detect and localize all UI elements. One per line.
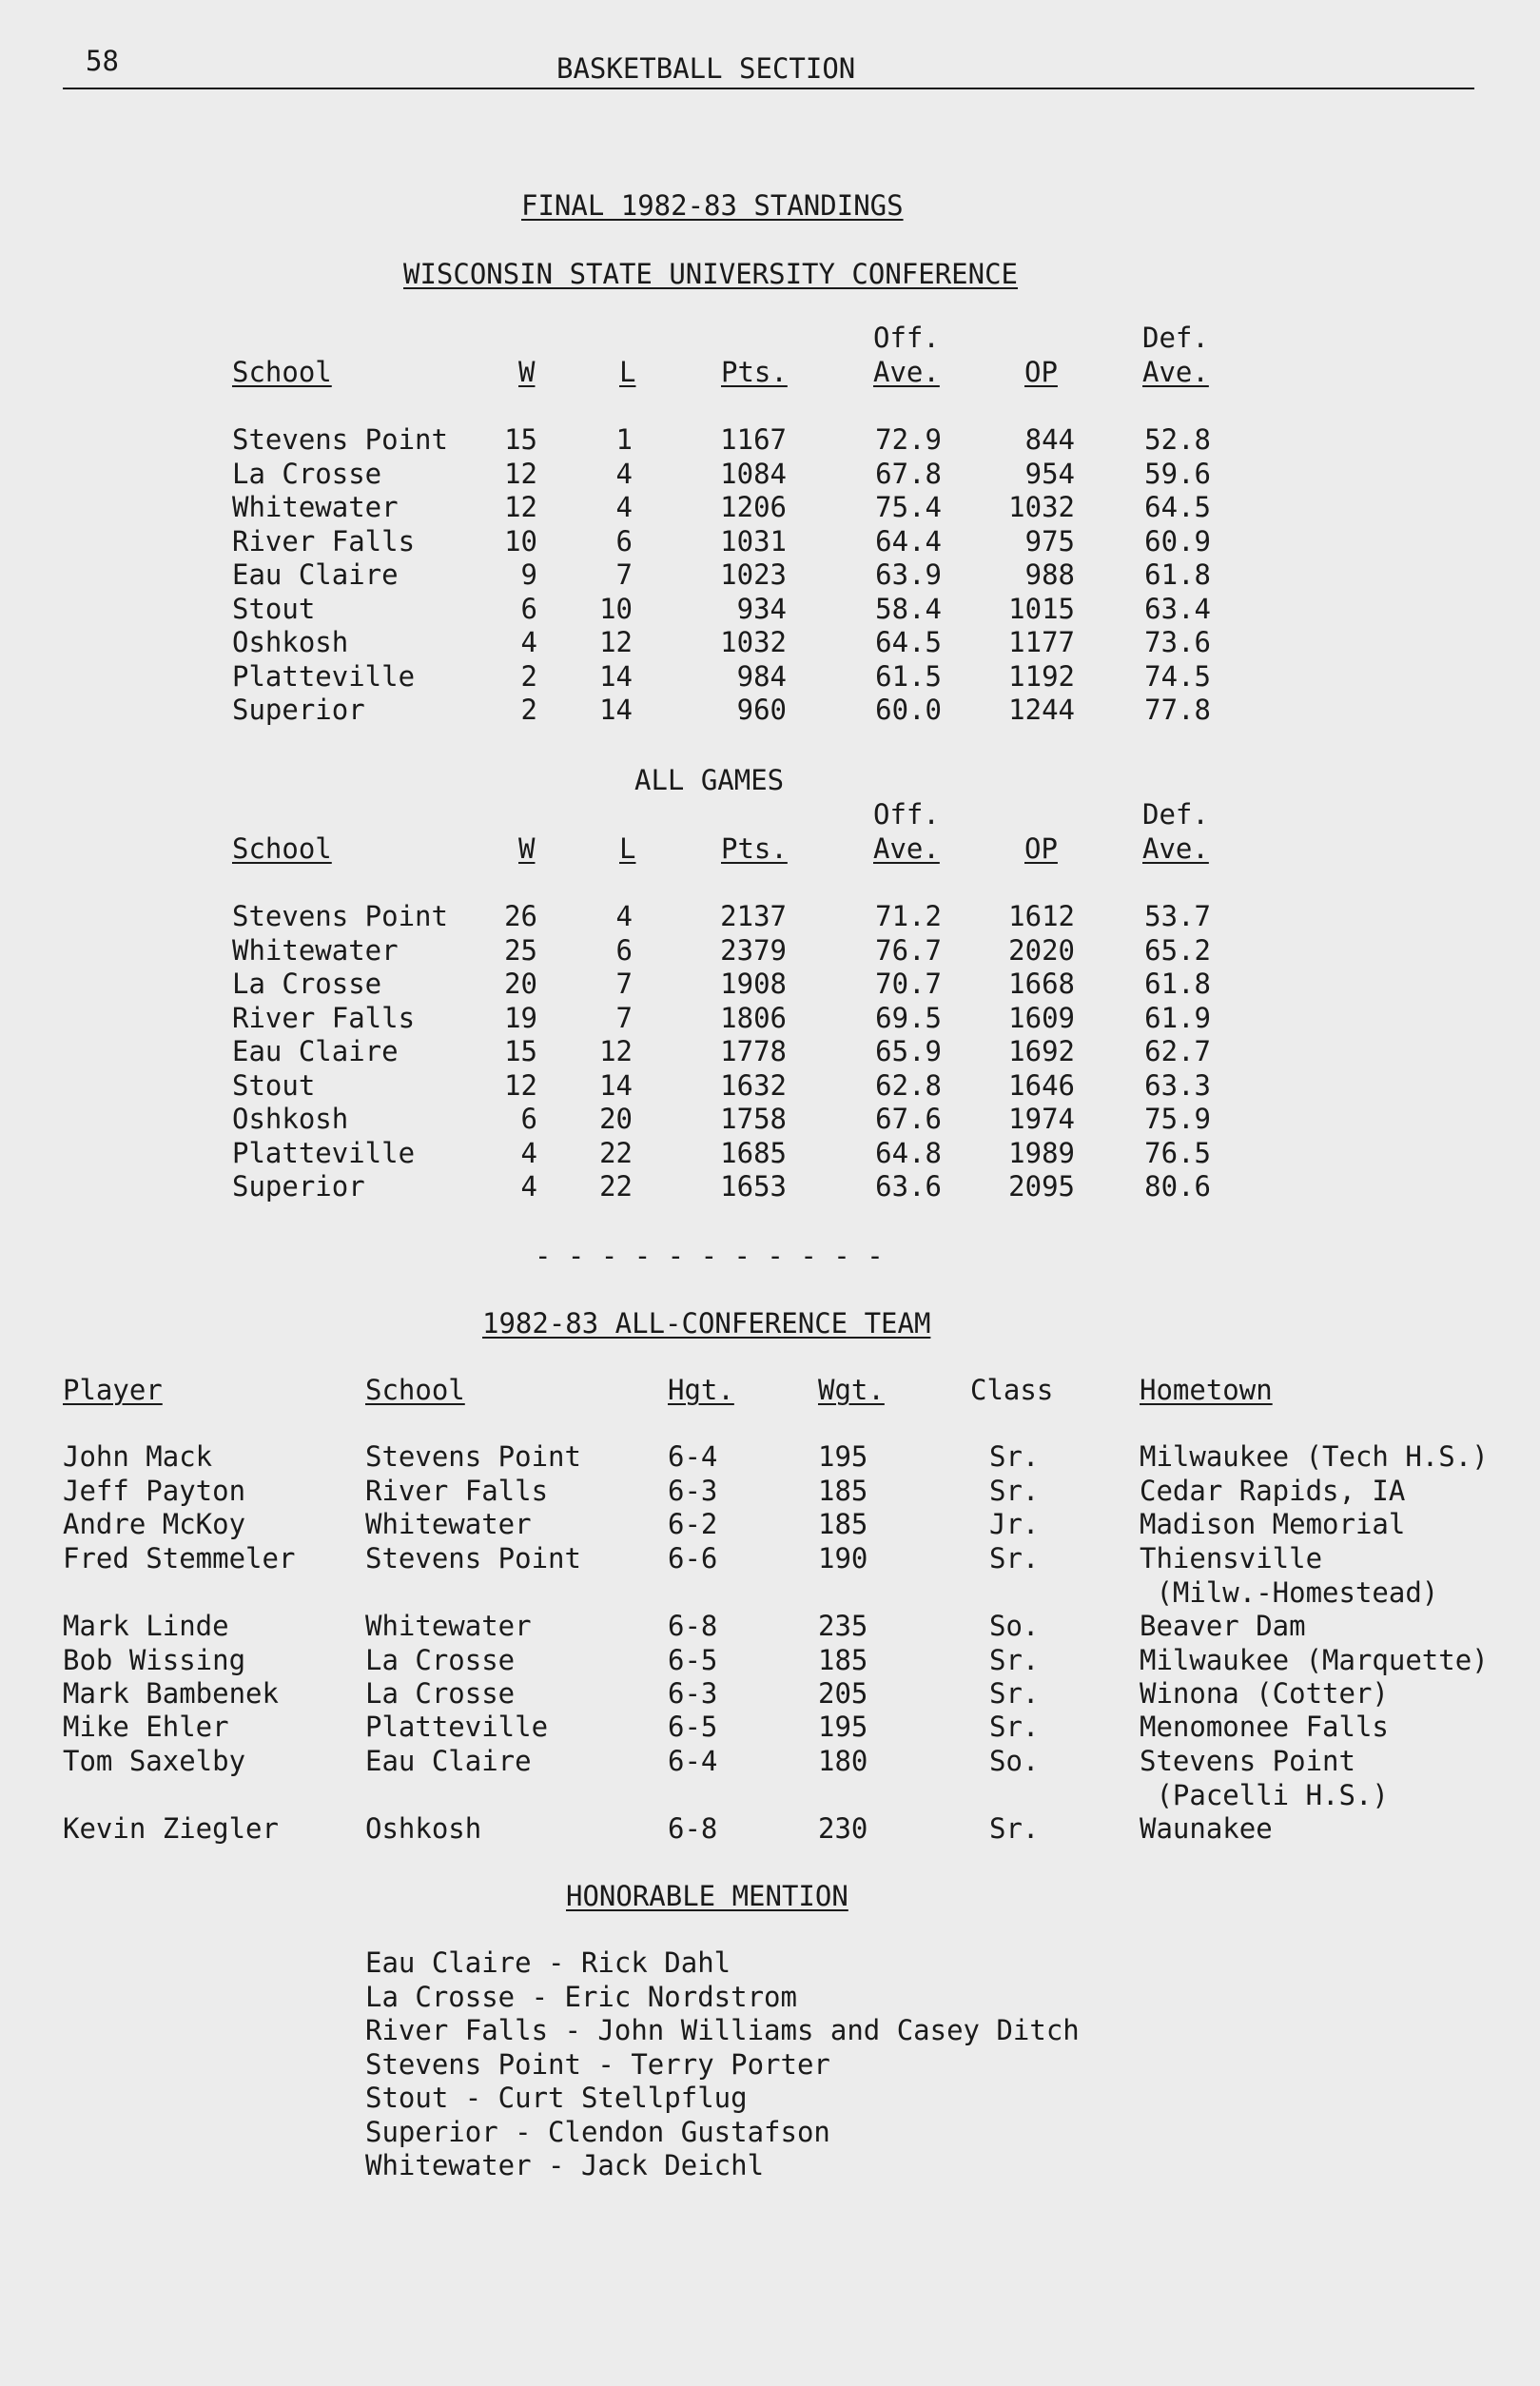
standings-l: 14 — [599, 659, 633, 693]
player-name: Kevin Ziegler — [63, 1812, 279, 1845]
player-school: Stevens Point — [365, 1542, 581, 1574]
standings-def-ave: 76.5 — [1144, 1136, 1211, 1169]
standings-l: 12 — [599, 1035, 633, 1067]
standings-l: 1 — [615, 423, 633, 456]
standings-off-ave: 71.2 — [875, 900, 942, 932]
player-school: Oshkosh — [365, 1812, 482, 1845]
standings-pts: 1167 — [720, 423, 787, 456]
player-weight: 185 — [818, 1644, 868, 1676]
player-school: La Crosse — [365, 1677, 516, 1710]
standings-pts: 1653 — [720, 1170, 787, 1203]
standings-l: 20 — [599, 1103, 633, 1135]
standings-w: 12 — [504, 491, 537, 523]
standings-school: La Crosse — [232, 968, 382, 1000]
player-hometown: Stevens Point — [1140, 1745, 1355, 1777]
standings-off-ave: 63.6 — [875, 1170, 942, 1203]
player-name: Mark Linde — [63, 1610, 229, 1642]
header-def: Def. — [1142, 798, 1209, 831]
standings-l: 10 — [599, 592, 633, 625]
standings-off-ave: 63.9 — [875, 558, 942, 591]
standings-def-ave: 61.8 — [1144, 968, 1211, 1000]
standings-op: 975 — [1024, 524, 1075, 557]
player-class: Sr. — [989, 1677, 1040, 1710]
standings-school: Eau Claire — [232, 558, 399, 591]
standings-off-ave: 58.4 — [875, 592, 942, 625]
standings-def-ave: 73.6 — [1144, 626, 1211, 658]
standings-op: 1646 — [1008, 1068, 1075, 1102]
header-off-ave: Ave. — [873, 356, 940, 388]
header-school: School — [232, 832, 332, 865]
standings-school: Superior — [232, 694, 365, 726]
player-hometown-continued: (Milw.-Homestead) — [1140, 1576, 1439, 1609]
standings-off-ave: 67.8 — [875, 457, 942, 490]
player-class: Sr. — [989, 1475, 1040, 1507]
player-class: Sr. — [989, 1644, 1040, 1676]
header-off: Off. — [873, 322, 940, 354]
player-height: 6-3 — [668, 1475, 718, 1507]
header-l: L — [619, 832, 636, 865]
player-name: Tom Saxelby — [63, 1745, 246, 1777]
standings-l: 14 — [599, 694, 633, 726]
standings-off-ave: 65.9 — [875, 1035, 942, 1067]
player-height: 6-2 — [668, 1508, 718, 1540]
standings-l: 4 — [615, 900, 633, 932]
standings-w: 6 — [520, 592, 537, 625]
standings-w: 15 — [504, 423, 537, 456]
team-header-player: Player — [63, 1374, 163, 1406]
standings-w: 12 — [504, 457, 537, 490]
standings-pts: 1632 — [720, 1068, 787, 1102]
standings-w: 2 — [520, 659, 537, 693]
player-height: 6-3 — [668, 1677, 718, 1710]
team-header-school: School — [365, 1374, 465, 1406]
player-hometown: Madison Memorial — [1140, 1508, 1406, 1540]
all-games-title: ALL GAMES — [634, 764, 785, 796]
header-op: OP — [1024, 356, 1058, 388]
player-school: Platteville — [365, 1711, 549, 1743]
honorable-mention-item: La Crosse - Eric Nordstrom — [365, 1980, 797, 2013]
standings-def-ave: 53.7 — [1144, 900, 1211, 932]
standings-def-ave: 61.9 — [1144, 1001, 1211, 1034]
standings-op: 1692 — [1008, 1035, 1075, 1067]
standings-def-ave: 80.6 — [1144, 1170, 1211, 1203]
standings-w: 4 — [520, 1170, 537, 1203]
standings-off-ave: 62.8 — [875, 1068, 942, 1102]
player-hometown: Waunakee — [1140, 1812, 1273, 1845]
player-weight: 190 — [818, 1542, 868, 1574]
player-height: 6-8 — [668, 1812, 718, 1845]
standings-def-ave: 65.2 — [1144, 933, 1211, 967]
standings-w: 6 — [520, 1103, 537, 1135]
team-header-class: Class — [970, 1374, 1054, 1406]
standings-school: Whitewater — [232, 491, 399, 523]
player-weight: 195 — [818, 1440, 868, 1473]
standings-op: 2020 — [1008, 933, 1075, 967]
standings-school: Stout — [232, 1068, 316, 1102]
standings-school: Oshkosh — [232, 1103, 349, 1135]
player-hometown: Winona (Cotter) — [1140, 1677, 1389, 1710]
honorable-mention-item: Whitewater - Jack Deichl — [365, 2149, 765, 2181]
player-name: Jeff Payton — [63, 1475, 246, 1507]
player-class: Sr. — [989, 1440, 1040, 1473]
player-name: Bob Wissing — [63, 1644, 246, 1676]
standings-l: 4 — [615, 457, 633, 490]
standings-school: River Falls — [232, 524, 416, 557]
standings-l: 7 — [615, 968, 633, 1000]
standings-def-ave: 60.9 — [1144, 524, 1211, 557]
section-title: BASKETBALL SECTION — [556, 52, 856, 85]
standings-l: 14 — [599, 1068, 633, 1102]
section-divider: - - - - - - - - - - - — [535, 1240, 884, 1272]
standings-school: Stevens Point — [232, 900, 448, 932]
standings-op: 1192 — [1008, 659, 1075, 693]
player-class: Sr. — [989, 1711, 1040, 1743]
standings-w: 10 — [504, 524, 537, 557]
standings-l: 12 — [599, 626, 633, 658]
header-rule — [63, 88, 1474, 89]
standings-def-ave: 61.8 — [1144, 558, 1211, 591]
standings-op: 1015 — [1008, 592, 1075, 625]
standings-off-ave: 64.4 — [875, 524, 942, 557]
team-title: 1982-83 ALL-CONFERENCE TEAM — [482, 1307, 931, 1340]
player-class: Jr. — [989, 1508, 1040, 1540]
player-weight: 195 — [818, 1711, 868, 1743]
standings-w: 4 — [520, 626, 537, 658]
player-weight: 235 — [818, 1610, 868, 1642]
player-height: 6-5 — [668, 1711, 718, 1743]
standings-pts: 960 — [736, 694, 787, 726]
player-school: Whitewater — [365, 1508, 532, 1540]
standings-def-ave: 59.6 — [1144, 457, 1211, 490]
player-height: 6-4 — [668, 1745, 718, 1777]
page-number: 58 — [86, 45, 119, 77]
standings-op: 1244 — [1008, 694, 1075, 726]
honorable-mention-item: Superior - Clendon Gustafson — [365, 2115, 830, 2148]
standings-op: 844 — [1024, 423, 1075, 456]
standings-w: 9 — [520, 558, 537, 591]
player-weight: 230 — [818, 1812, 868, 1845]
header-off-ave: Ave. — [873, 832, 940, 865]
standings-school: Oshkosh — [232, 626, 349, 658]
honorable-mention-item: Eau Claire - Rick Dahl — [365, 1946, 731, 1979]
standings-l: 7 — [615, 1001, 633, 1034]
standings-pts: 1032 — [720, 626, 787, 658]
standings-l: 22 — [599, 1170, 633, 1203]
standings-def-ave: 74.5 — [1144, 659, 1211, 693]
standings-op: 1032 — [1008, 491, 1075, 523]
team-header-hometown: Hometown — [1140, 1374, 1273, 1406]
standings-op: 988 — [1024, 558, 1075, 591]
player-school: River Falls — [365, 1475, 549, 1507]
player-hometown: Thiensville — [1140, 1542, 1323, 1574]
standings-off-ave: 60.0 — [875, 694, 942, 726]
standings-pts: 1908 — [720, 968, 787, 1000]
player-name: Andre McKoy — [63, 1508, 246, 1540]
header-w: W — [518, 356, 536, 388]
standings-off-ave: 64.8 — [875, 1136, 942, 1169]
team-header-hgt: Hgt. — [668, 1374, 734, 1406]
standings-pts: 984 — [736, 659, 787, 693]
player-class: Sr. — [989, 1542, 1040, 1574]
standings-off-ave: 64.5 — [875, 626, 942, 658]
standings-l: 4 — [615, 491, 633, 523]
standings-school: Superior — [232, 1170, 365, 1203]
player-school: Whitewater — [365, 1610, 532, 1642]
standings-pts: 1084 — [720, 457, 787, 490]
player-class: Sr. — [989, 1812, 1040, 1845]
standings-op: 1668 — [1008, 968, 1075, 1000]
header-def-ave: Ave. — [1142, 356, 1209, 388]
player-hometown: Milwaukee (Tech H.S.) — [1140, 1440, 1489, 1473]
standings-school: Platteville — [232, 659, 416, 693]
header-off: Off. — [873, 798, 940, 831]
standings-w: 15 — [504, 1035, 537, 1067]
standings-def-ave: 75.9 — [1144, 1103, 1211, 1135]
standings-pts: 1758 — [720, 1103, 787, 1135]
player-hometown: Milwaukee (Marquette) — [1140, 1644, 1489, 1676]
honorable-mention-title: HONORABLE MENTION — [566, 1880, 848, 1912]
player-height: 6-5 — [668, 1644, 718, 1676]
standings-school: La Crosse — [232, 457, 382, 490]
standings-def-ave: 52.8 — [1144, 423, 1211, 456]
header-pts: Pts. — [721, 356, 788, 388]
standings-pts: 1685 — [720, 1136, 787, 1169]
standings-title: FINAL 1982-83 STANDINGS — [521, 189, 904, 222]
standings-op: 1612 — [1008, 900, 1075, 932]
header-op: OP — [1024, 832, 1058, 865]
header-def: Def. — [1142, 322, 1209, 354]
standings-school: Stevens Point — [232, 423, 448, 456]
player-weight: 180 — [818, 1745, 868, 1777]
header-w: W — [518, 832, 536, 865]
player-hometown: Beaver Dam — [1140, 1610, 1306, 1642]
standings-op: 1609 — [1008, 1001, 1075, 1034]
standings-pts: 934 — [736, 592, 787, 625]
player-height: 6-6 — [668, 1542, 718, 1574]
standings-w: 26 — [504, 900, 537, 932]
standings-off-ave: 61.5 — [875, 659, 942, 693]
player-name: Mike Ehler — [63, 1711, 229, 1743]
standings-def-ave: 63.4 — [1144, 592, 1211, 625]
player-height: 6-4 — [668, 1440, 718, 1473]
standings-def-ave: 63.3 — [1144, 1068, 1211, 1102]
standings-school: Stout — [232, 592, 316, 625]
header-school: School — [232, 356, 332, 388]
player-weight: 185 — [818, 1475, 868, 1507]
standings-def-ave: 77.8 — [1144, 694, 1211, 726]
player-height: 6-8 — [668, 1610, 718, 1642]
standings-l: 6 — [615, 933, 633, 967]
conference-title: WISCONSIN STATE UNIVERSITY CONFERENCE — [403, 258, 1019, 290]
player-name: John Mack — [63, 1440, 213, 1473]
honorable-mention-item: Stevens Point - Terry Porter — [365, 2047, 830, 2081]
standings-l: 6 — [615, 524, 633, 557]
standings-off-ave: 76.7 — [875, 933, 942, 967]
honorable-mention-item: River Falls - John Williams and Casey Ditch — [365, 2014, 1080, 2046]
standings-def-ave: 64.5 — [1144, 491, 1211, 523]
standings-pts: 1206 — [720, 491, 787, 523]
player-hometown: Menomonee Falls — [1140, 1711, 1389, 1743]
standings-op: 1989 — [1008, 1136, 1075, 1169]
standings-off-ave: 75.4 — [875, 491, 942, 523]
standings-op: 954 — [1024, 457, 1075, 490]
standings-pts: 2379 — [720, 933, 787, 967]
standings-pts: 2137 — [720, 900, 787, 932]
standings-pts: 1806 — [720, 1001, 787, 1034]
standings-w: 12 — [504, 1068, 537, 1102]
standings-pts: 1778 — [720, 1035, 787, 1067]
header-def-ave: Ave. — [1142, 832, 1209, 865]
standings-off-ave: 69.5 — [875, 1001, 942, 1034]
standings-school: Eau Claire — [232, 1035, 399, 1067]
standings-w: 19 — [504, 1001, 537, 1034]
standings-off-ave: 70.7 — [875, 968, 942, 1000]
player-school: Eau Claire — [365, 1745, 532, 1777]
header-pts: Pts. — [721, 832, 788, 865]
player-hometown: Cedar Rapids, IA — [1140, 1475, 1406, 1507]
standings-def-ave: 62.7 — [1144, 1035, 1211, 1067]
standings-school: Whitewater — [232, 933, 399, 967]
player-name: Fred Stemmeler — [63, 1542, 296, 1574]
standings-off-ave: 67.6 — [875, 1103, 942, 1135]
standings-op: 2095 — [1008, 1170, 1075, 1203]
standings-l: 22 — [599, 1136, 633, 1169]
standings-school: River Falls — [232, 1001, 416, 1034]
standings-w: 20 — [504, 968, 537, 1000]
standings-pts: 1031 — [720, 524, 787, 557]
standings-l: 7 — [615, 558, 633, 591]
standings-w: 25 — [504, 933, 537, 967]
standings-op: 1177 — [1008, 626, 1075, 658]
player-school: Stevens Point — [365, 1440, 581, 1473]
standings-off-ave: 72.9 — [875, 423, 942, 456]
player-school: La Crosse — [365, 1644, 516, 1676]
player-weight: 185 — [818, 1508, 868, 1540]
team-header-wgt: Wgt. — [818, 1374, 885, 1406]
honorable-mention-item: Stout - Curt Stellpflug — [365, 2082, 748, 2114]
player-weight: 205 — [818, 1677, 868, 1710]
header-l: L — [619, 356, 636, 388]
standings-pts: 1023 — [720, 558, 787, 591]
player-name: Mark Bambenek — [63, 1677, 279, 1710]
player-class: So. — [989, 1745, 1040, 1777]
standings-school: Platteville — [232, 1136, 416, 1169]
standings-op: 1974 — [1008, 1103, 1075, 1135]
player-hometown-continued: (Pacelli H.S.) — [1140, 1779, 1389, 1811]
standings-w: 2 — [520, 694, 537, 726]
standings-w: 4 — [520, 1136, 537, 1169]
player-class: So. — [989, 1610, 1040, 1642]
